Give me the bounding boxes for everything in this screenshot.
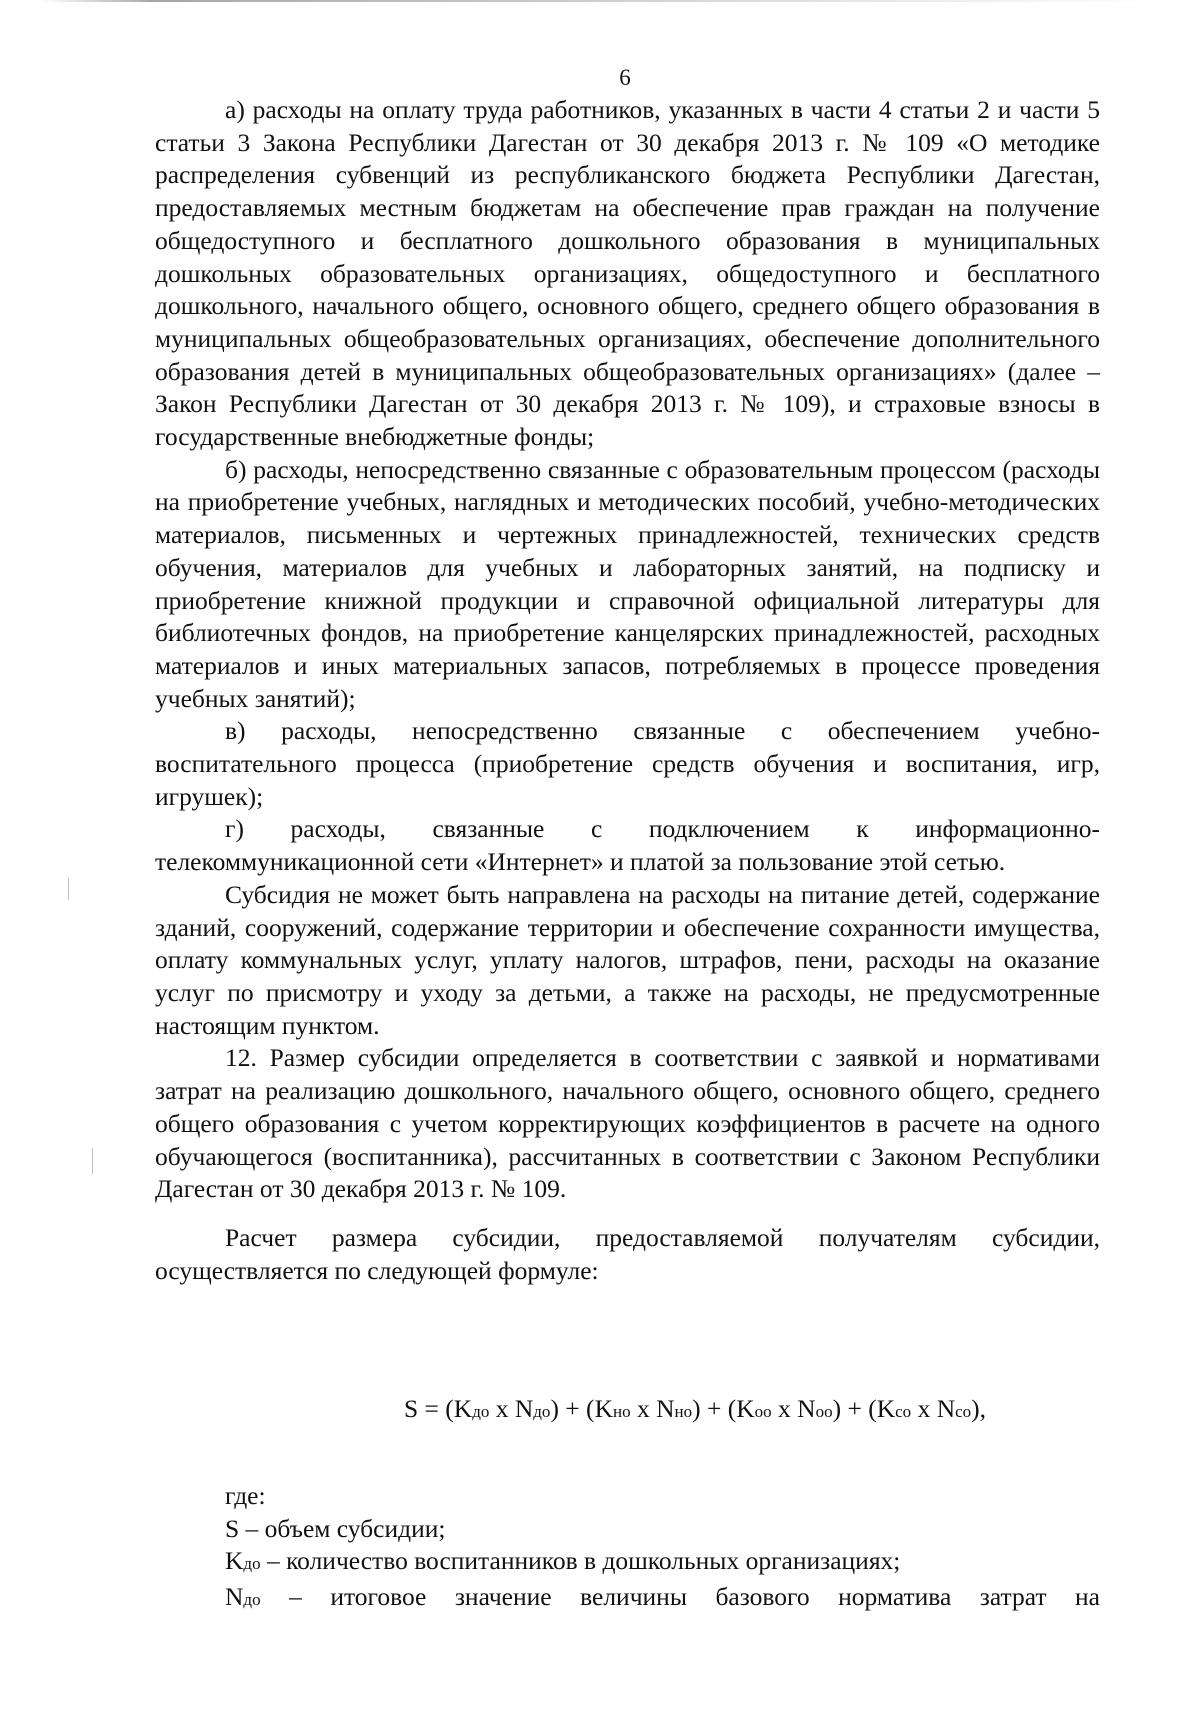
formula-k-do-sub: до [472, 1402, 490, 1421]
scan-edge [40, 0, 1160, 2]
formula-plus: ) + ( [550, 1394, 595, 1423]
definitions-where: где: [225, 1481, 266, 1510]
formula-times: x [911, 1394, 937, 1423]
formula-k-no-sub: но [612, 1402, 631, 1421]
formula-n-oo: N [797, 1394, 816, 1423]
formula-k-do: K [453, 1394, 473, 1423]
paragraph-v: в) расходы, непосредственно связанные с обеспечением учебно-воспитательного процесса (приобретение средств обучения и воспитания, игр, игрушек); [155, 716, 1100, 811]
definition-k-do-text: – количество воспитанников в дошкольных организациях; [260, 1546, 901, 1576]
formula-times: x [771, 1394, 798, 1423]
paragraph-subsidy-restrictions: Субсидия не может быть направлена на расходы на питание детей, содержание зданий, сооружений, содержание территории и обеспечение сохранности имущества, оплату коммунальных услуг, уплату налогов, штрафов, пени, расходы на оказание услуг по присмотру и уходу за детьми, а также на расходы, не предусмотренные настоящим пунктом. [155, 879, 1100, 1040]
formula-n-so: N [936, 1394, 956, 1423]
scan-artifact [92, 1148, 93, 1174]
formula-block [155, 1392, 1100, 1429]
formula-n-no: N [656, 1394, 675, 1423]
definition-n-do-sub: до [243, 1590, 261, 1610]
formula-n-so-sub: со [955, 1402, 972, 1421]
formula-s: S [403, 1394, 419, 1423]
paragraph-a: а) расходы на оплату труда работников, указанных в части 4 статьи 2 и части 5 статьи 3 Закона Республики Дагестан от 30 декабря 2013 г. № 109 «О методике распределения субвенций из республиканского бюджета Республики Дагестан, предоставляемых местным бюджетам на обеспечение прав граждан на получение общедоступного и бесплатного дошкольного образования в муниципальных дошкольных образовательных организациях, общедоступного и бесплатного дошкольного, начального общего, основного общего, среднего общего образования в муниципальных общеобразовательных организациях, обеспечение дополнительного образования детей в муниципальных общеобразовательных организациях» (далее – Закон Республики Дагестан от 30 декабря 2013 г. № 109), и страховые взносы в государственные внебюджетные фонды; [155, 95, 1100, 452]
definition-k-do-symbol: K [225, 1546, 244, 1576]
formula-k-so-sub: со [895, 1402, 912, 1421]
definition-n-do-text: – итоговое значение величины базового норматива затрат на [260, 1582, 1100, 1612]
formula-eq: = ( [418, 1394, 454, 1423]
formula-intro: Расчет размера субсидии, предоставляемой получателям субсидии, осуществляется по следующей формуле: [155, 1222, 1100, 1285]
scan-artifact [68, 878, 69, 900]
formula-k-oo: K [736, 1394, 755, 1423]
formula-plus: ) + ( [832, 1394, 877, 1423]
definition-n-do-symbol: N [225, 1582, 244, 1612]
formula-n-do-sub: до [533, 1402, 551, 1421]
formula-n-do: N [514, 1394, 534, 1423]
document-body [155, 94, 1100, 1287]
definition-k-do-sub: до [243, 1554, 261, 1574]
paragraph-b: б) расходы, непосредственно связанные с образовательным процессом (расходы на приобретение учебных, наглядных и методических пособий, учебно-методических материалов, письменных и чертежных принадлежностей, технических средств обучения, материалов для учебных и лабораторных занятий, на подписку и приобретение книжной продукции и справочной официальной литературы для библиотечных фондов, на приобретение канцелярских принадлежностей, расходных материалов и иных материальных запасов, потребляемых в процессе проведения учебных занятий); [155, 454, 1100, 713]
formula-times: x [489, 1394, 515, 1423]
subsidy-formula [404, 1392, 986, 1429]
paragraph-12: 12. Размер субсидии определяется в соответствии с заявкой и нормативами затрат на реализацию дошкольного, начального общего, основного общего, среднего общего образования с учетом корректирующих коэффициентов в расчете на одного обучающегося (воспитанника), рассчитанных в соответствии с Законом Республики Дагестан от 30 декабря 2013 г. № 109. [155, 1043, 1100, 1204]
formula-plus: ) + ( [692, 1394, 737, 1423]
definition-k-do [155, 1545, 1100, 1581]
paragraph-gap [155, 1206, 1100, 1222]
formula-definitions [155, 1480, 1100, 1617]
formula-n-no-sub: но [674, 1402, 693, 1421]
paragraph-g: г) расходы, связанные с подключением к информационно-телекоммуникационной сети «Интернет» и платой за пользование этой сетью. [155, 814, 1100, 877]
definition-s: S – объем субсидии; [225, 1513, 446, 1543]
formula-n-oo-sub: оо [815, 1402, 833, 1421]
definition-n-do [155, 1581, 1100, 1617]
formula-times: x [630, 1394, 657, 1423]
formula-k-so: K [876, 1394, 896, 1423]
formula-end: ), [971, 1394, 987, 1423]
page-number: 6 [619, 65, 631, 90]
formula-k-oo-sub: оо [754, 1402, 772, 1421]
formula-k-no: K [594, 1394, 613, 1423]
